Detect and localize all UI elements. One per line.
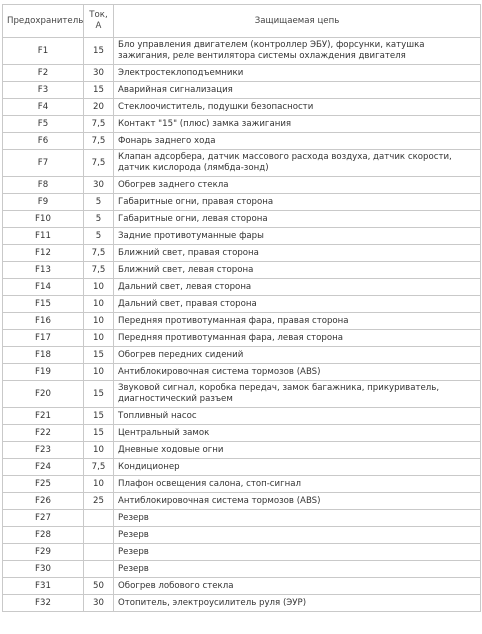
circuit-cell: Звуковой сигнал, коробка передач, замок багажника, прикуриватель, диагностический разъем xyxy=(114,381,481,408)
current-cell: 30 xyxy=(84,177,114,194)
table-row xyxy=(3,38,481,65)
table-row xyxy=(3,578,481,595)
circuit-cell: Габаритные огни, левая сторона xyxy=(114,211,481,228)
fuse-cell: F12 xyxy=(3,245,84,262)
current-cell: 15 xyxy=(84,425,114,442)
table-row xyxy=(3,150,481,177)
current-cell: 25 xyxy=(84,493,114,510)
fuse-cell: F2 xyxy=(3,65,84,82)
table-row xyxy=(3,364,481,381)
fuse-table-container xyxy=(2,4,480,612)
table-row xyxy=(3,510,481,527)
fuse-cell: F14 xyxy=(3,279,84,296)
circuit-cell: Резерв xyxy=(114,527,481,544)
circuit-cell: Стеклоочиститель, подушки безопасности xyxy=(114,99,481,116)
current-cell: 7,5 xyxy=(84,150,114,177)
table-row xyxy=(3,245,481,262)
fuse-cell: F29 xyxy=(3,544,84,561)
fuse-cell: F15 xyxy=(3,296,84,313)
circuit-cell: Антиблокировочная система тормозов (ABS) xyxy=(114,364,481,381)
fuse-cell: F13 xyxy=(3,262,84,279)
header-circuit: Защищаемая цепь xyxy=(114,5,481,38)
circuit-cell: Фонарь заднего хода xyxy=(114,133,481,150)
table-row xyxy=(3,262,481,279)
table-row xyxy=(3,177,481,194)
fuse-cell: F22 xyxy=(3,425,84,442)
fuse-cell: F10 xyxy=(3,211,84,228)
header-fuse: Предохранитель xyxy=(3,5,84,38)
current-cell: 15 xyxy=(84,347,114,364)
circuit-cell: Обогрев заднего стекла xyxy=(114,177,481,194)
current-cell: 7,5 xyxy=(84,116,114,133)
table-row xyxy=(3,82,481,99)
fuse-cell: F6 xyxy=(3,133,84,150)
current-cell: 10 xyxy=(84,313,114,330)
current-cell: 10 xyxy=(84,330,114,347)
current-cell: 30 xyxy=(84,65,114,82)
fuse-cell: F19 xyxy=(3,364,84,381)
table-body xyxy=(3,38,481,612)
current-cell: 5 xyxy=(84,211,114,228)
fuse-cell: F27 xyxy=(3,510,84,527)
current-cell: 7,5 xyxy=(84,245,114,262)
circuit-cell: Отопитель, электроусилитель руля (ЭУР) xyxy=(114,595,481,612)
circuit-cell: Обогрев передних сидений xyxy=(114,347,481,364)
fuse-cell: F17 xyxy=(3,330,84,347)
current-cell xyxy=(84,544,114,561)
current-cell: 10 xyxy=(84,476,114,493)
table-row xyxy=(3,527,481,544)
circuit-cell: Резерв xyxy=(114,544,481,561)
current-cell: 10 xyxy=(84,442,114,459)
circuit-cell: Ближний свет, правая сторона xyxy=(114,245,481,262)
current-cell: 30 xyxy=(84,595,114,612)
fuse-cell: F1 xyxy=(3,38,84,65)
fuse-cell: F24 xyxy=(3,459,84,476)
circuit-cell: Обогрев лобового стекла xyxy=(114,578,481,595)
current-cell xyxy=(84,510,114,527)
table-row xyxy=(3,493,481,510)
circuit-cell: Аварийная сигнализация xyxy=(114,82,481,99)
current-cell: 10 xyxy=(84,364,114,381)
fuse-cell: F8 xyxy=(3,177,84,194)
current-cell: 7,5 xyxy=(84,133,114,150)
table-row xyxy=(3,425,481,442)
circuit-cell: Резерв xyxy=(114,561,481,578)
current-cell xyxy=(84,527,114,544)
table-row xyxy=(3,330,481,347)
fuse-cell: F23 xyxy=(3,442,84,459)
circuit-cell: Задние противотуманные фары xyxy=(114,228,481,245)
current-cell: 10 xyxy=(84,296,114,313)
table-row xyxy=(3,408,481,425)
fuse-cell: F16 xyxy=(3,313,84,330)
table-row xyxy=(3,116,481,133)
fuse-cell: F20 xyxy=(3,381,84,408)
fuse-cell: F26 xyxy=(3,493,84,510)
current-cell: 5 xyxy=(84,194,114,211)
table-row xyxy=(3,133,481,150)
fuse-cell: F31 xyxy=(3,578,84,595)
table-row xyxy=(3,381,481,408)
table-header-row xyxy=(3,5,481,38)
fuse-table xyxy=(2,4,481,612)
table-row xyxy=(3,561,481,578)
table-row xyxy=(3,347,481,364)
table-row xyxy=(3,279,481,296)
fuse-cell: F21 xyxy=(3,408,84,425)
table-row xyxy=(3,442,481,459)
fuse-cell: F4 xyxy=(3,99,84,116)
current-cell: 50 xyxy=(84,578,114,595)
table-row xyxy=(3,65,481,82)
table-row xyxy=(3,296,481,313)
current-cell: 15 xyxy=(84,408,114,425)
fuse-cell: F25 xyxy=(3,476,84,493)
fuse-cell: F7 xyxy=(3,150,84,177)
table-row xyxy=(3,99,481,116)
circuit-cell: Ближний свет, левая сторона xyxy=(114,262,481,279)
fuse-cell: F3 xyxy=(3,82,84,99)
current-cell: 10 xyxy=(84,279,114,296)
current-cell: 5 xyxy=(84,228,114,245)
circuit-cell: Антиблокировочная система тормозов (ABS) xyxy=(114,493,481,510)
circuit-cell: Клапан адсорбера, датчик массового расхода воздуха, датчик скорости, датчик кислорода (лямбда-зонд) xyxy=(114,150,481,177)
current-cell xyxy=(84,561,114,578)
circuit-cell: Габаритные огни, правая сторона xyxy=(114,194,481,211)
header-current: Ток, А xyxy=(84,5,114,38)
table-row xyxy=(3,313,481,330)
table-row xyxy=(3,459,481,476)
circuit-cell: Передняя противотуманная фара, левая сторона xyxy=(114,330,481,347)
fuse-cell: F18 xyxy=(3,347,84,364)
fuse-cell: F11 xyxy=(3,228,84,245)
circuit-cell: Кондиционер xyxy=(114,459,481,476)
table-row xyxy=(3,228,481,245)
table-row xyxy=(3,211,481,228)
circuit-cell: Резерв xyxy=(114,510,481,527)
current-cell: 7,5 xyxy=(84,262,114,279)
table-row xyxy=(3,595,481,612)
circuit-cell: Центральный замок xyxy=(114,425,481,442)
fuse-cell: F9 xyxy=(3,194,84,211)
circuit-cell: Передняя противотуманная фара, правая сторона xyxy=(114,313,481,330)
current-cell: 20 xyxy=(84,99,114,116)
current-cell: 15 xyxy=(84,381,114,408)
fuse-cell: F30 xyxy=(3,561,84,578)
circuit-cell: Дальний свет, левая сторона xyxy=(114,279,481,296)
fuse-cell: F32 xyxy=(3,595,84,612)
circuit-cell: Дальний свет, правая сторона xyxy=(114,296,481,313)
fuse-cell: F28 xyxy=(3,527,84,544)
table-row xyxy=(3,194,481,211)
circuit-cell: Электростеклоподъемники xyxy=(114,65,481,82)
current-cell: 15 xyxy=(84,38,114,65)
circuit-cell: Плафон освещения салона, стоп-сигнал xyxy=(114,476,481,493)
circuit-cell: Бло управления двигателем (контроллер ЭБУ), форсунки, катушка зажигания, реле вентилятора системы охлаждения двигателя xyxy=(114,38,481,65)
current-cell: 7,5 xyxy=(84,459,114,476)
current-cell: 15 xyxy=(84,82,114,99)
circuit-cell: Дневные ходовые огни xyxy=(114,442,481,459)
table-row xyxy=(3,476,481,493)
circuit-cell: Контакт "15" (плюс) замка зажигания xyxy=(114,116,481,133)
table-row xyxy=(3,544,481,561)
circuit-cell: Топливный насос xyxy=(114,408,481,425)
fuse-cell: F5 xyxy=(3,116,84,133)
